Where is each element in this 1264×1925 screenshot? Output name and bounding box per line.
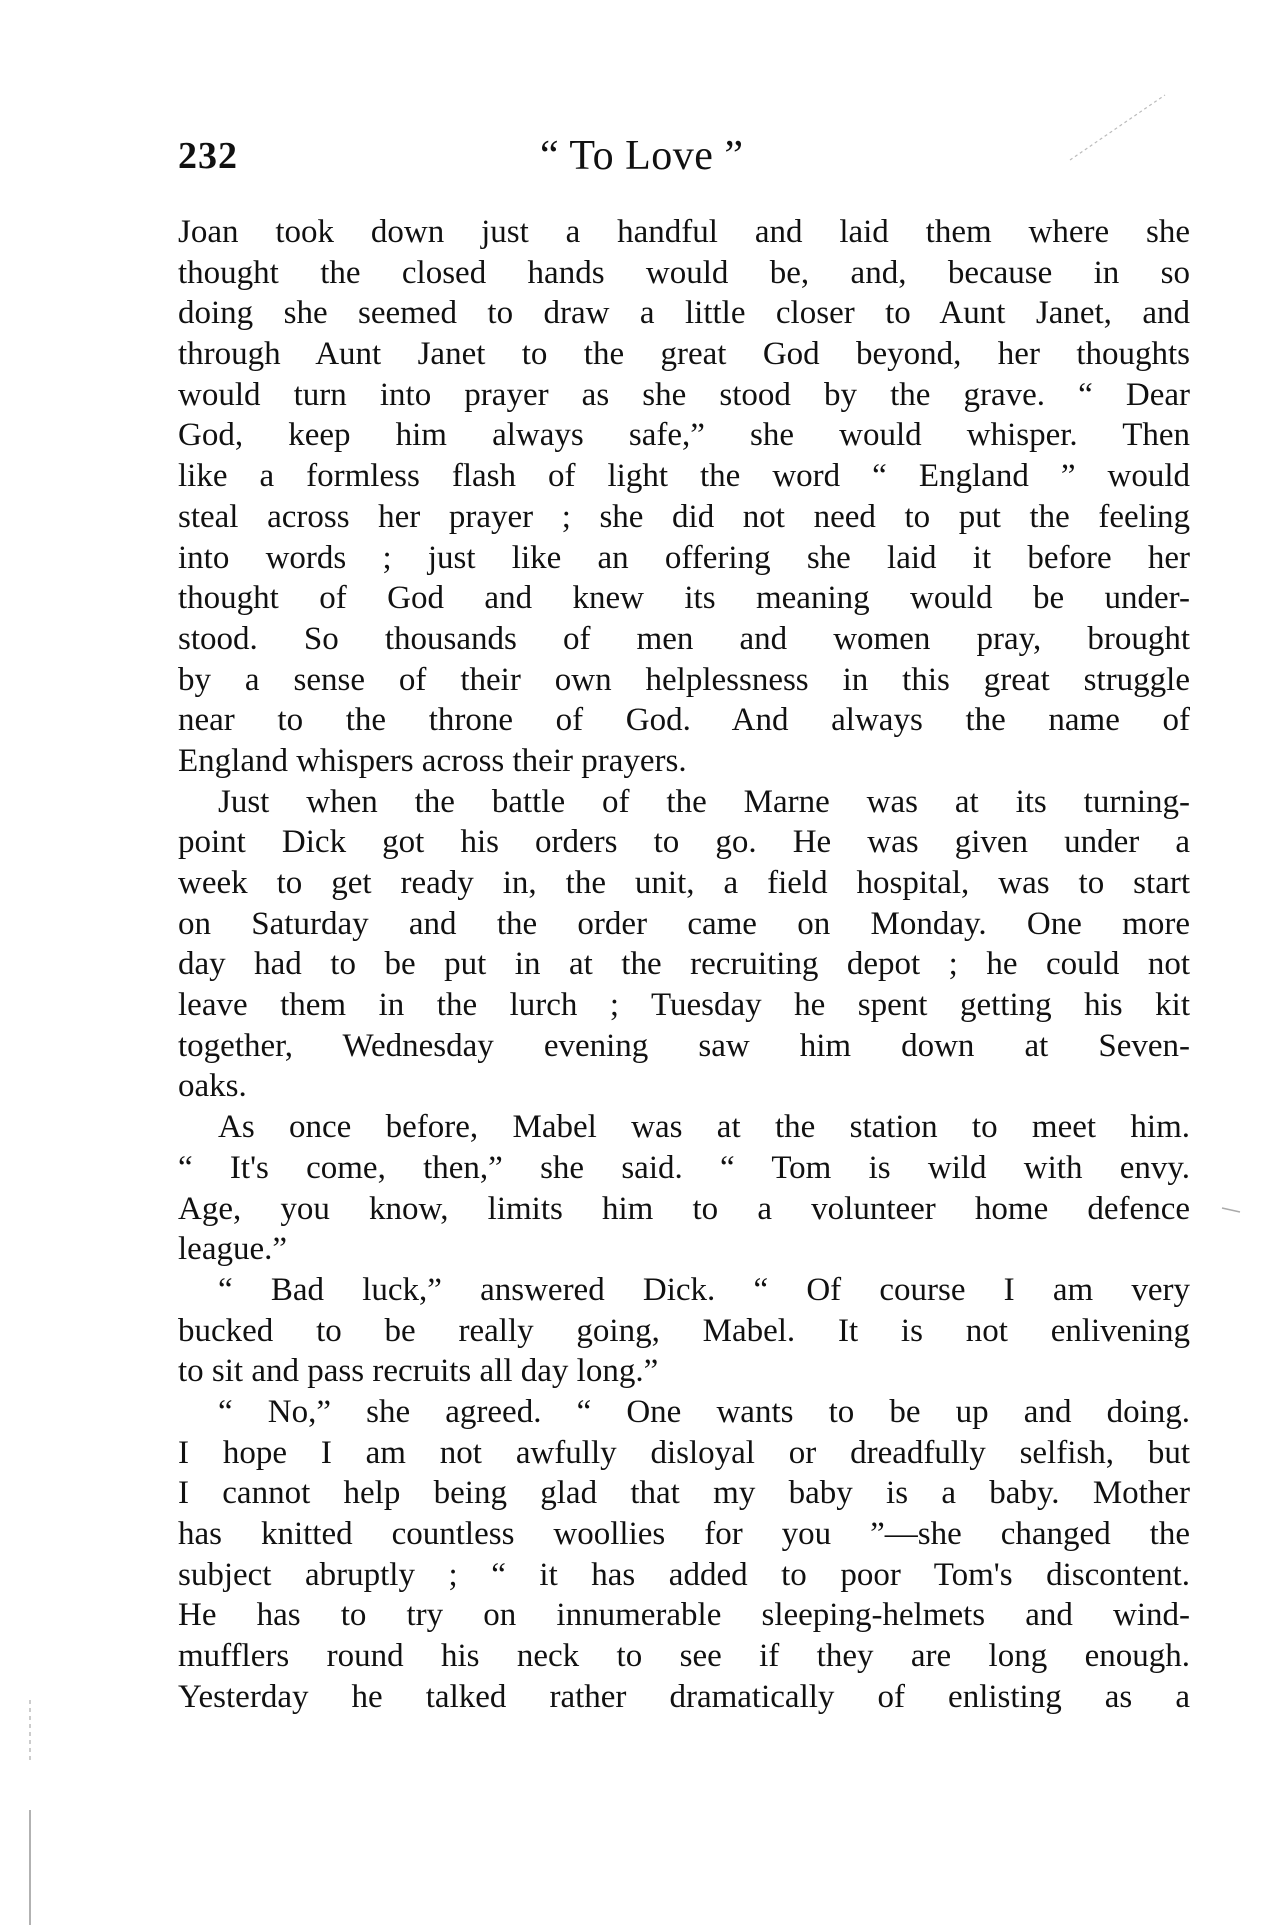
text-line: “ No,” she agreed. “ One wants to be up and doing.	[218, 1393, 1190, 1430]
text-line: doing she seemed to draw a little closer to Aunt Janet, and	[178, 295, 1190, 332]
text-line: God, keep him always safe,” she would whisper. Then	[178, 417, 1190, 454]
text-line: “ It's come, then,” she said. “ Tom is wild with envy.	[178, 1149, 1190, 1186]
text-line: on Saturday and the order came on Monday. One more	[178, 905, 1190, 942]
text-line: week to get ready in, the unit, a field hospital, was to start	[178, 865, 1190, 901]
text-line: would turn into prayer as she stood by the grave. “ Dear	[178, 376, 1190, 413]
text-line: subject abruptly ; “ it has added to poor Tom's discontent.	[178, 1556, 1190, 1593]
text-line: thought of God and knew its meaning would be under-	[178, 580, 1190, 617]
text-line: England whispers across their prayers.	[178, 742, 687, 779]
text-line: stood. So thousands of men and women pray, brought	[178, 620, 1190, 657]
text-line: Age, you know, limits him to a volunteer home defence	[178, 1190, 1190, 1227]
text-line: thought the closed hands would be, and, because in so	[178, 254, 1190, 291]
text-line: oaks.	[178, 1068, 247, 1105]
text-line: to sit and pass recruits all day long.”	[178, 1353, 659, 1390]
text-line: As once before, Mabel was at the station to meet him.	[218, 1109, 1190, 1146]
text-line: by a sense of their own helplessness in this great struggle	[178, 661, 1190, 698]
text-line: bucked to be really going, Mabel. It is not enlivening	[178, 1312, 1190, 1349]
text-line: like a formless flash of light the word “ England ” would	[178, 458, 1190, 495]
page-number: 232	[178, 135, 238, 177]
text-line: into words ; just like an offering she laid it before her	[178, 539, 1190, 576]
text-line: Just when the battle of the Marne was at its turning-	[218, 783, 1190, 820]
text-line: leave them in the lurch ; Tuesday he spent getting his kit	[178, 987, 1190, 1024]
text-line: “ Bad luck,” answered Dick. “ Of course I am very	[218, 1271, 1190, 1308]
text-line: Yesterday he talked rather dramatically of enlisting as a	[178, 1678, 1190, 1715]
text-line: near to the throne of God. And always the name of	[178, 702, 1190, 739]
text-line: has knitted countless woollies for you ”—she changed the	[178, 1516, 1190, 1552]
page-header	[178, 132, 1190, 188]
body-text	[178, 212, 1190, 1717]
text-line: point Dick got his orders to go. He was given under a	[178, 824, 1190, 861]
text-line: league.”	[178, 1231, 288, 1268]
scan-mark	[1222, 1208, 1240, 1212]
text-line: together, Wednesday evening saw him down at Seven-	[178, 1027, 1190, 1064]
text-line: day had to be put in at the recruiting depot ; he could not	[178, 946, 1190, 983]
running-title: “ To Love ”	[540, 133, 744, 179]
text-line: through Aunt Janet to the great God beyond, her thoughts	[178, 336, 1190, 373]
text-line: steal across her prayer ; she did not need to put the feeling	[178, 498, 1190, 535]
text-line: mufflers round his neck to see if they are long enough.	[178, 1638, 1190, 1675]
text-line: I cannot help being glad that my baby is a baby. Mother	[178, 1475, 1190, 1512]
text-line: Joan took down just a handful and laid them where she	[178, 214, 1190, 250]
text-line: He has to try on innumerable sleeping-helmets and wind-	[178, 1597, 1190, 1634]
text-line: I hope I am not awfully disloyal or dreadfully selfish, but	[178, 1434, 1190, 1471]
